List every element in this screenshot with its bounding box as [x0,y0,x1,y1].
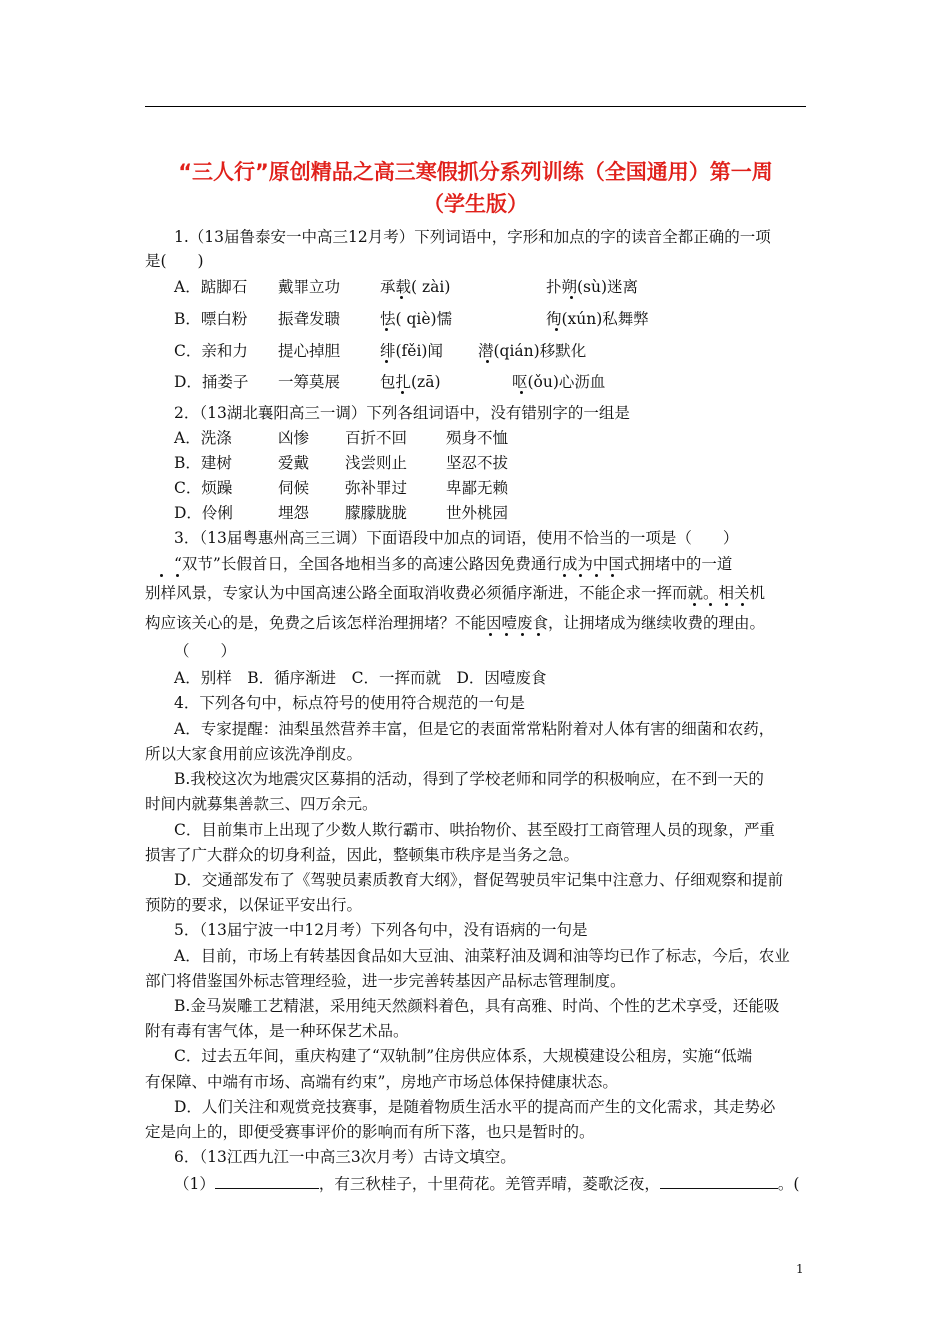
q3-options: A．别样 B．循序渐进 C．一挥而就 D．因噎废食 [174,669,547,687]
emphasis-dot [385,360,388,363]
emphasis-dot [537,633,540,636]
emphasis-dot [611,574,614,577]
q2-a-word2: 凶惨 [278,429,310,447]
q2-a-word4: 殒身不恤 [446,429,509,447]
q6-poem-text: ，有三秋桂子，十里荷花。羌管弄晴，菱歌泛夜， [318,1175,660,1193]
q1-a-word4: 扑朔(sù)迷离 [546,278,639,296]
q2-c-word2: 伺候 [278,479,310,497]
q2-c-word4: 卑鄙无赖 [446,479,509,497]
q5-option-a-line1: A．目前，市场上有转基因食品如大豆油、油菜籽油及调和油等均已作了标志，今后，农业 [174,947,790,965]
q2-a-word3: 百折不回 [345,429,408,447]
emphasis-dot [725,603,728,606]
q3-passage-line1: “双节”长假首日，全国各地相当多的高速公路因免费通行成为中国式拥堵中的一道 [174,555,733,573]
q4-option-b-line2: 时间内就募集善款三、四万余元。 [145,795,378,813]
emphasis-dot [595,574,598,577]
emphasis-dot [521,633,524,636]
q4-stem: 4．下列各句中，标点符号的使用符合规范的一句是 [174,694,525,712]
q1-stem-line2: 是( ) [145,252,204,270]
q1-a-word1: A．踮脚石 [174,278,248,296]
emphasis-dot [505,633,508,636]
q1-d-word4: 呕(ǒu)心沥血 [512,373,606,391]
emphasis-dot [579,574,582,577]
q2-b-word2: 爱戴 [278,454,310,472]
q5-stem: 5．（13届宁波一中12月考）下列各句中，没有语病的一句是 [174,921,588,939]
q1-c-word1: C．亲和力 [174,342,248,360]
q3-passage-line2: 别样风景，专家认为中国高速公路全面取消收费必须循序渐进，不能企求一挥而就。相关机 [145,584,766,602]
q2-stem: 2．（13湖北襄阳高三一调）下列各组词语中，没有错别字的一组是 [174,404,630,422]
emphasis-dot [741,603,744,606]
q1-a-word3: 承载( zài) [380,278,451,296]
page-number: 1 [796,1262,804,1276]
emphasis-dot [400,296,403,299]
q1-a-word2: 戴罪立功 [278,278,341,296]
q1-b-word4: 徇(xún)私舞弊 [546,310,649,328]
emphasis-dot [489,633,492,636]
q4-option-c-line1: C．目前集市上出现了少数人欺行霸市、哄抬物价、甚至殴打工商管理人员的现象，严重 [174,821,775,839]
q1-stem-line1: 1.（13届鲁泰安一中高三12月考）下列词语中，字形和加点的字的读音全都正确的一项 [174,228,771,246]
q1-d-word2: 一筹莫展 [278,373,341,391]
emphasis-dot [160,574,163,577]
emphasis-dot [570,296,573,299]
q2-b-word4: 坚忍不拔 [446,454,509,472]
q4-option-a-line1: A．专家提醒：油梨虽然营养丰富，但是它的表面常常粘附着对人体有害的细菌和农药， [174,720,775,738]
q6-fill-line1 [174,1172,799,1195]
q2-c-word1: C．烦躁 [174,479,233,497]
q1-c-word3: 绯(fěi)闻 [380,342,443,360]
document-title: “三人行”原创精品之高三寒假抓分系列训练（全国通用）第一周 [178,160,773,184]
q5-option-b-line2: 附有毒有害气体，是一种环保艺术品。 [145,1022,409,1040]
q4-option-a-line2: 所以大家食用前应该洗净削皮。 [145,745,363,763]
emphasis-dot [709,603,712,606]
q1-d-word1: D．捅娄子 [174,373,249,391]
q5-option-a-line2: 部门将借鉴国外标志管理经验，进一步完善转基因产品标志管理制度。 [145,972,626,990]
emphasis-dot [520,391,523,394]
emphasis-dot [401,391,404,394]
q2-b-word3: 浅尝则止 [345,454,408,472]
q2-d-word3: 朦朦胧胧 [345,504,408,522]
q1-d-word3: 包扎(zā) [380,373,441,391]
q6-line-end: 。( [777,1175,800,1193]
q3-stem: 3．（13届粤惠州高三三调）下面语段中加点的词语，使用不恰当的一项是（ ） [174,529,739,547]
q2-b-word1: B．建树 [174,454,232,472]
q4-option-c-line2: 损害了广大群众的切身利益，因此，整顿集市秩序是当务之急。 [145,846,580,864]
emphasis-dot [693,603,696,606]
q5-option-d-line1: D．人们关注和观赏竞技赛事，是随着物质生活水平的提高而产生的文化需求，其走势必 [174,1098,776,1116]
emphasis-dot [486,360,489,363]
q3-answer-paren: （ ） [174,642,237,660]
q5-option-d-line2: 定是向上的，即便受赛事评价的影响而有所下落，也只是暂时的。 [145,1123,595,1141]
q2-d-word2: 埋怨 [278,504,310,522]
q6-blank-1[interactable] [215,1172,319,1189]
q1-b-word3: 怯( qiè)懦 [380,310,453,328]
emphasis-dot [176,574,179,577]
q6-item-number: （1） [174,1175,215,1193]
emphasis-dot [555,328,558,331]
document-subtitle: （学生版） [423,192,528,216]
q5-option-c-line1: C．过去五年间，重庆构建了“双轨制”住房供应体系，大规模建设公租房，实施“低端 [174,1047,753,1065]
emphasis-dot [563,574,566,577]
q5-option-b-line1: B.金马炭雕工艺精湛，采用纯天然颜料着色，具有高雅、时尚、个性的艺术享受，还能吸 [174,997,780,1015]
q3-passage-line3: 构应该关心的是，免费之后该怎样治理拥堵？不能因噎废食，让拥堵成为继续收费的理由。 [145,614,766,632]
q2-c-word3: 弥补罪过 [345,479,408,497]
q4-option-d-line2: 预防的要求，以保证平安出行。 [145,896,363,914]
q1-b-word2: 振聋发聩 [278,310,341,328]
q6-stem: 6．（13江西九江一中高三3次月考）古诗文填空。 [174,1148,516,1166]
emphasis-dot [385,328,388,331]
q4-option-d-line1: D．交通部发布了《驾驶员素质教育大纲》，督促驾驶员牢记集中注意力、仔细观察和提前 [174,871,784,889]
q1-c-word4: 潜(qián)移默化 [478,342,587,360]
q5-option-c-line2: 有保障、中端有市场、高端有约束”，房地产市场总体保持健康状态。 [145,1073,618,1091]
q6-blank-2[interactable] [660,1172,778,1189]
header-rule [145,106,806,107]
q4-option-b-line1: B.我校这次为地震灾区募捐的活动，得到了学校老师和同学的积极响应，在不到一天的 [174,770,764,788]
q2-d-word1: D．伶俐 [174,504,233,522]
q1-b-word1: B．嘌白粉 [174,310,248,328]
q1-c-word2: 提心掉胆 [278,342,341,360]
q2-a-word1: A．洗涤 [174,429,232,447]
q2-d-word4: 世外桃园 [446,504,509,522]
